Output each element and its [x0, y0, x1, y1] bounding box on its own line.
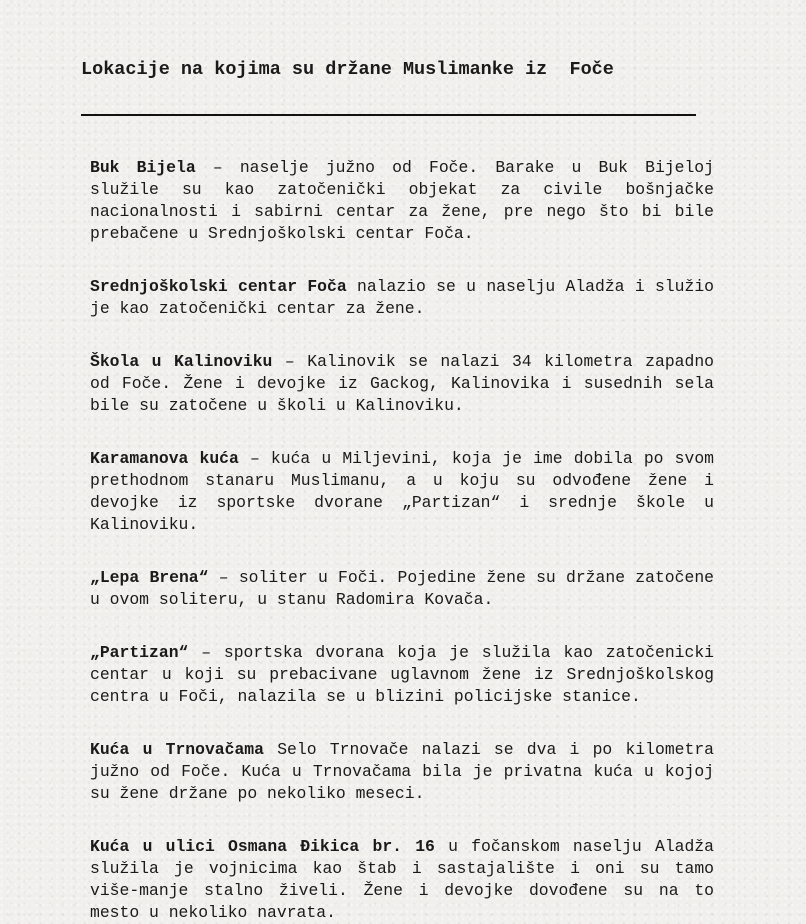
entries-list [90, 157, 714, 924]
entry-term: Buk Bijela [90, 158, 196, 177]
entry-term: Kuća u Trnovačama [90, 740, 264, 759]
entry-kuca-osmana-dikica [90, 836, 714, 924]
entry-text: Selo Trnovače nalazi se dva i po kilometra južno od Foče. Kuća u Trnovačama bila je privatna kuća u kojoj su žene držane po nekoliko meseci. [90, 740, 714, 803]
entry-karamanova-kuca [90, 448, 714, 536]
document-title: Lokacije na kojima su držane Muslimanke iz Foče [81, 59, 614, 80]
entry-term: „Lepa Brena“ [90, 568, 209, 587]
entry-kuca-trnovace [90, 739, 714, 805]
entry-term: „Partizan“ [90, 643, 189, 662]
entry-text: – sportska dvorana koja je služila kao zatočenicki centar u koji su prebacivane uglavnom žene iz Srednjoškolskog centra u Foči, nalazila se u blizini policijske stanice. [90, 643, 714, 706]
entry-buk-bijela [90, 157, 714, 245]
entry-text: – Kalinovik se nalazi 34 kilometra zapadno od Foče. Žene i devojke iz Gackog, Kalinovika i susednih sela bile su zatočene u školi u Kalinoviku. [90, 352, 714, 415]
entry-partizan [90, 642, 714, 708]
entry-text: – naselje južno od Foče. Barake u Buk Bijeloj služile su kao zatočenički objekat za civile bošnjačke nacionalnosti i sabirni centar za žene, pre nego što bi bile prebačene u Srednjoškolski centar Foča. [90, 158, 714, 243]
title-divider [81, 114, 696, 116]
entry-text: – soliter u Foči. Pojedine žene su držane zatočene u ovom soliteru, u stanu Radomira Kovača. [90, 568, 714, 609]
entry-text: u fočanskom naselju Aladža služila je vojnicima kao štab i sastajalište i oni su tamo više-manje stalno živeli. Žene i devojke dovođene su na to mesto u nekoliko navrata. [90, 837, 714, 922]
entry-term: Kuća u ulici Osmana Đikica br. 16 [90, 837, 435, 856]
entry-srednjoskolski-centar [90, 276, 714, 320]
entry-skola-kalinovik [90, 351, 714, 417]
entry-term: Srednjoškolski centar Foča [90, 277, 347, 296]
entry-text: nalazio se u naselju Aladža i služio je kao zatočenički centar za žene. [90, 277, 714, 318]
entry-term: Škola u Kalinoviku [90, 352, 273, 371]
entry-text: – kuća u Miljevini, koja je ime dobila po svom prethodnom stanaru Muslimanu, a u koju su odvođene žene i devojke iz sportske dvorane „Partizan“ i srednje škole u Kalinoviku. [90, 449, 714, 534]
entry-lepa-brena [90, 567, 714, 611]
entry-term: Karamanova kuća [90, 449, 239, 468]
